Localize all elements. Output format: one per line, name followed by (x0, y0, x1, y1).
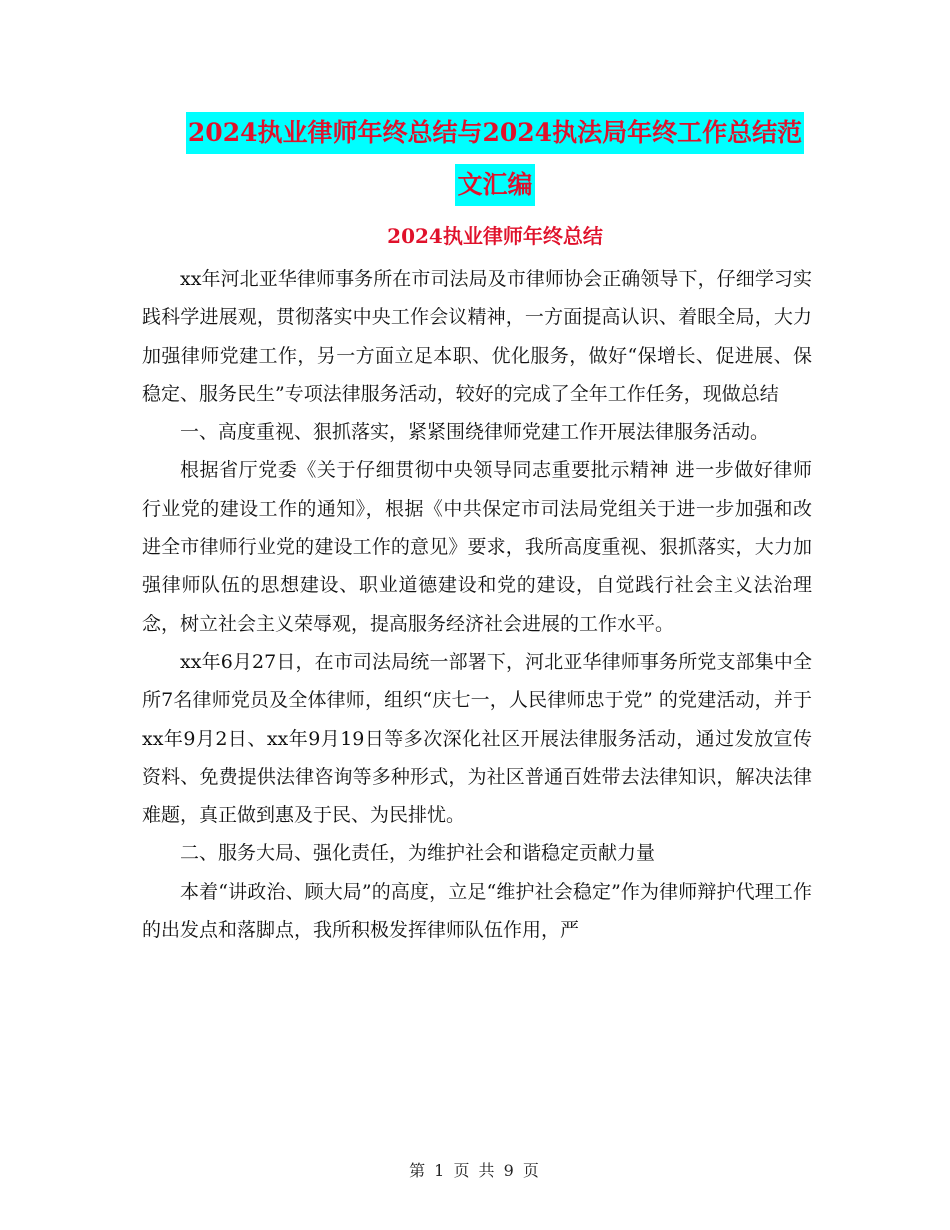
document-body (142, 260, 812, 949)
title-line-2: 文汇编 (455, 164, 534, 206)
section-title: 2024执业律师年终总结 (387, 224, 603, 248)
paragraph: xx年6月27日，在市司法局统一部署下，河北亚华律师事务所党支部集中全所7名律师党员及全体律师，组织“庆七一，人民律师忠于党” 的党建活动，并于xx年9月2日、xx年9月19日等多次深化社区开展法律服务活动，通过发放宣传资料、免费提供法律咨询等多种形式，为社区普通百姓带去法律知识，解决法律难题，真正做到惠及于民、为民排忧。 (142, 650, 812, 827)
paragraph: 一、高度重视、狠抓落实，紧紧围绕律师党建工作开展法律服务活动。 (180, 421, 770, 444)
paragraph: xx年河北亚华律师事务所在市司法局及市律师协会正确领导下，仔细学习实践科学进展观，贯彻落实中央工作会议精神，一方面提高认识、着眼全局，大力加强律师党建工作，另一方面立足本职、优化服务，做好“保增长、促进展、保稳定、服务民生”专项法律服务活动，较好的完成了全年工作任务，现做总结 (142, 268, 812, 405)
paragraph: 二、服务大局、强化责任，为维护社会和谐稳定贡献力量 (180, 842, 656, 865)
page-number-footer: 第 1 页 共 9 页 (409, 1161, 541, 1180)
title-line-1: 2024执业律师年终总结与2024执法局年终工作总结范 (186, 112, 804, 154)
document-title (140, 112, 850, 216)
paragraph: 本着“讲政治、顾大局”的高度，立足“维护社会稳定”作为律师辩护代理工作的出发点和落脚点，我所积极发挥律师队伍作用，严 (142, 880, 812, 942)
paragraph: 根据省厅党委《关于仔细贯彻中央领导同志重要批示精神 进一步做好律师行业党的建设工作的通知》，根据《中共保定市司法局党组关于进一步加强和改进全市律师行业党的建设工作的意见》要求，我所高度重视、狠抓落实，大力加强律师队伍的思想建设、职业道德建设和党的建设，自觉践行社会主义法治理念，树立社会主义荣辱观，提高服务经济社会进展的工作水平。 (142, 459, 812, 635)
